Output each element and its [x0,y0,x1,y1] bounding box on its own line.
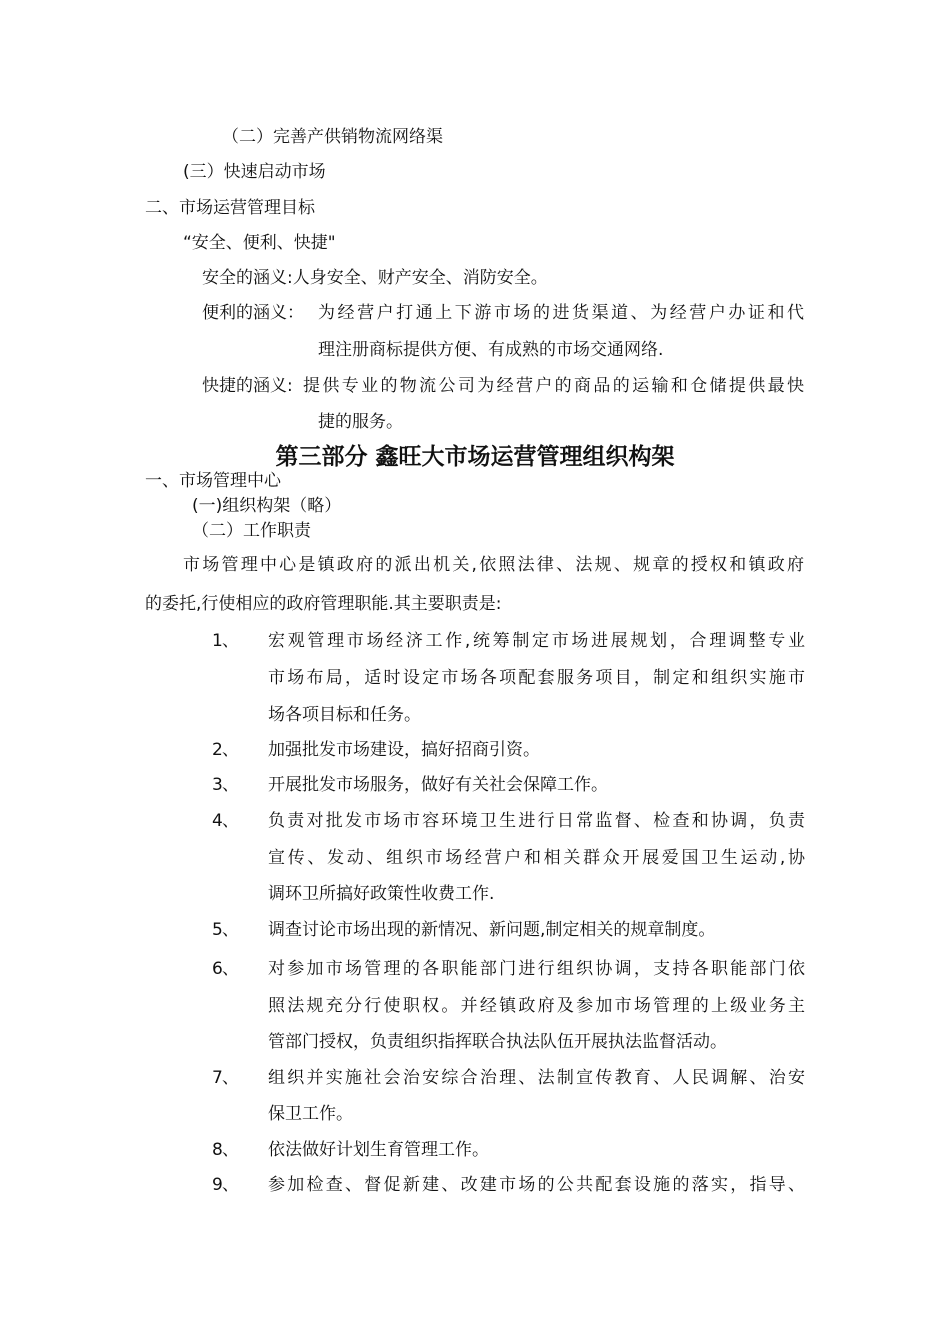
convenience-line-2: 理注册商标提供方便、有成熟的市场交通网络. [318,340,664,360]
speed-line-1: 提供专业的物流公司为经营户的商品的运输和仓储提供最快 [303,376,804,396]
item-number: 7 [212,1068,223,1088]
intro-line-2: 的委托,行使相应的政府管理职能.其主要职责是: [145,594,502,614]
item-line: 加强批发市场建设，搞好招商引资。 [268,740,540,760]
safety-paragraph [202,266,548,290]
item-line: 管部门授权，负责组织指挥联合执法队伍开展执法监督活动。 [268,1032,727,1052]
item-separator: 、 [222,631,239,651]
item-number: 6 [212,959,223,979]
speed-line-2: 捷的服务。 [318,412,403,432]
section-heading-2: 二、市场运营管理目标 [145,198,315,218]
item-line: 照法规充分行使职权。并经镇政府及参加市场管理的上级业务主 [268,996,805,1016]
item-line: 负责对批发市场市容环境卫生进行日常监督、检查和协调，负责 [268,811,805,831]
item-separator: 、 [222,775,239,795]
safety-label: 安全的涵义: [202,268,293,288]
item-line: 市场布局，适时设定市场各项配套服务项目，制定和组织实施市 [268,668,805,688]
item-number: 1 [212,631,223,651]
item-separator: 、 [222,740,239,760]
item-line: 调查讨论市场出现的新情况、新问题,制定相关的规章制度。 [268,920,716,940]
item-line: 宏观管理市场经济工作,统筹制定市场进展规划，合理调整专业 [268,631,805,651]
item-number: 8 [212,1140,223,1160]
speed-label: 快捷的涵义: [202,376,293,396]
item-number: 5 [212,920,223,940]
item-line: 组织并实施社会治安综合治理、法制宣传教育、人民调解、治安 [268,1068,805,1088]
part-title: 第三部分 鑫旺大市场运营管理组织构架 [275,444,675,470]
item-number: 4 [212,811,223,831]
intro-line-1: 市场管理中心是镇政府的派出机关,依照法律、法规、规章的授权和镇政府 [183,555,804,575]
item-line: 保卫工作。 [268,1104,353,1124]
sub-heading-structure: (一)组织构架（略） [192,496,342,516]
item-separator: 、 [222,1068,239,1088]
heading-market-center: 一、市场管理中心 [145,471,281,491]
item-number: 2 [212,740,223,760]
item-separator: 、 [222,1175,239,1195]
safety-text: 人身安全、财产安全、消防安全。 [292,268,548,288]
item-line: 调环卫所搞好政策性收费工作. [268,884,495,904]
item-separator: 、 [222,811,239,831]
convenience-line-1: 为经营户打通上下游市场的进货渠道、为经营户办证和代 [318,303,804,323]
sub-heading-duties: （二）工作职责 [192,521,311,541]
item-line: 参加检查、督促新建、改建市场的公共配套设施的落实，指导、 [268,1175,805,1195]
sub-heading-2: （二）完善产供销物流网络渠 [222,127,443,147]
item-line: 依法做好计划生育管理工作。 [268,1140,489,1160]
item-line: 对参加市场管理的各职能部门进行组织协调，支持各职能部门依 [268,959,805,979]
convenience-label: 便利的涵义： [202,303,304,323]
item-separator: 、 [222,920,239,940]
item-number: 9 [212,1175,223,1195]
item-line: 宣传、发动、组织市场经营户和相关群众开展爱国卫生运动,协 [268,848,805,868]
item-line: 开展批发市场服务，做好有关社会保障工作。 [268,775,608,795]
item-line: 场各项目标和任务。 [268,705,421,725]
slogan: “安全、便利、快捷" [183,233,336,253]
sub-heading-3: (三）快速启动市场 [183,162,326,182]
item-number: 3 [212,775,223,795]
item-separator: 、 [222,1140,239,1160]
item-separator: 、 [222,959,239,979]
